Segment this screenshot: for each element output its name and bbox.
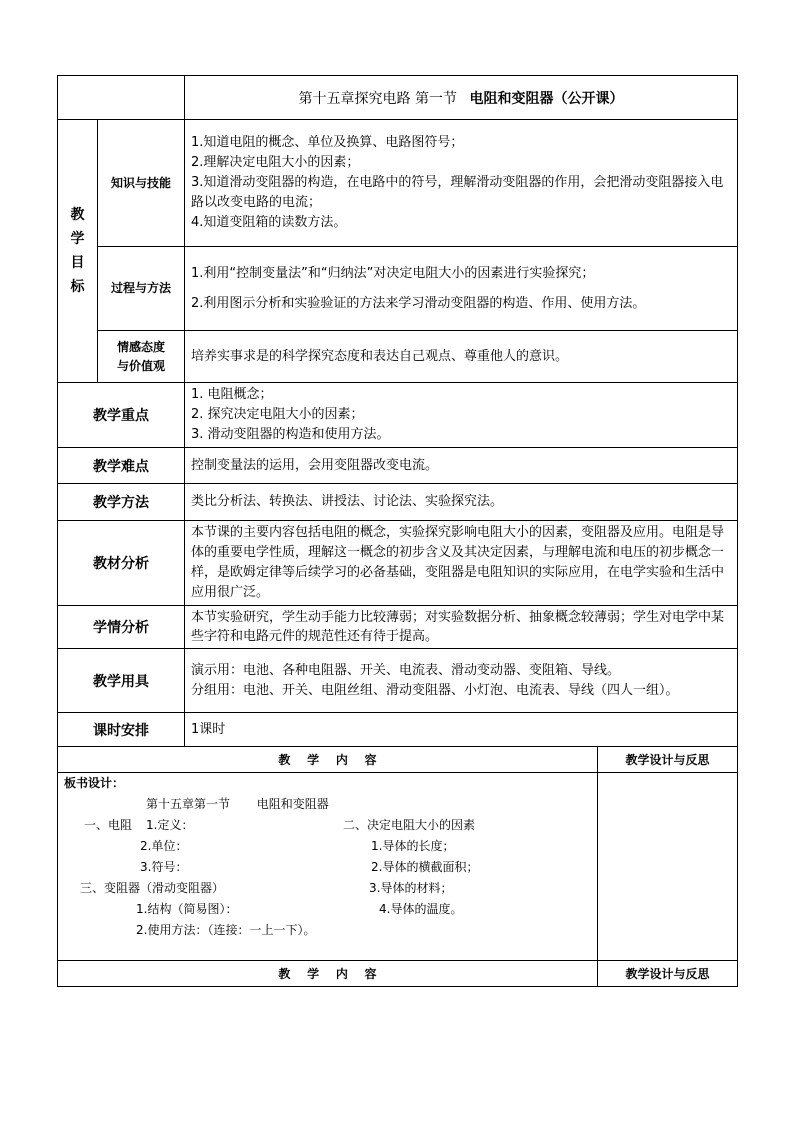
- board-part1-title: 一、电阻: [84, 818, 133, 832]
- content-header-2: 教 学 内 容: [58, 961, 598, 987]
- title-main: 电阻和变阻器（公开课）: [469, 90, 624, 107]
- board-reflection-cell: [598, 773, 738, 961]
- attitude-content: 培养实事求是的科学探究态度和表达自己观点、尊重他人的意识。: [185, 331, 738, 383]
- board-part1-item: 3.符号：: [140, 860, 188, 874]
- attitude-label: [98, 331, 185, 383]
- objectives-label-char: 学: [70, 231, 85, 247]
- tools-item: 分组用：电池、开关、电阻丝组、滑动变阻器、小灯泡、电流表、导线（四人一组）。: [191, 682, 679, 698]
- schedule-label: 课时安排: [58, 713, 185, 747]
- knowledge-item: 2.理解决定电阻大小的因素；: [191, 155, 360, 170]
- key-point-item: 2. 探究决定电阻大小的因素；: [191, 407, 364, 422]
- students-label: 学情分析: [58, 606, 185, 649]
- process-label-text: 过程与方法: [110, 281, 171, 295]
- material-label: 教材分析: [58, 521, 185, 606]
- objectives-label: [58, 120, 98, 383]
- process-item: 2.利用图示分析和实验验证的方法来学习滑动变阻器的构造、作用、使用方法。: [191, 295, 646, 311]
- board-design-cell: [58, 773, 598, 961]
- knowledge-item: 3.知道滑动变阻器的构造，在电路中的符号，理解滑动变阻器的作用，会把滑动变阻器接入电路以改变电路的电流；: [191, 175, 724, 210]
- title-empty-cell: [58, 76, 185, 120]
- board-part2-item: 4.导体的温度。: [379, 902, 463, 916]
- knowledge-content: [185, 120, 738, 247]
- board-part2-item: 2.导体的横截面积；: [371, 860, 479, 874]
- board-subtitle: 第十五章第一节 电阻和变阻器: [146, 797, 329, 811]
- students-content: 本节实验研究，学生动手能力比较薄弱；对实验数据分析、抽象概念较薄弱；学生对电学中某些字符和电路元件的规范性还有待于提高。: [185, 606, 738, 649]
- method-content: 类比分析法、转换法、讲授法、讨论法、实验探究法。: [185, 484, 738, 521]
- difficulty-content: 控制变量法的运用，会用变阻器改变电流。: [185, 448, 738, 484]
- lesson-title: [185, 76, 738, 120]
- board-part2-item: 1.导体的长度；: [371, 839, 455, 853]
- objectives-label-char: 教: [70, 207, 85, 223]
- method-label: 教学方法: [58, 484, 185, 521]
- board-part3-title: 三、变阻器（滑动变阻器）: [80, 881, 225, 895]
- attitude-label-line: 情感态度: [116, 339, 165, 354]
- reflection-header-2: 教学设计与反思: [598, 961, 738, 987]
- board-design: [58, 773, 597, 959]
- tools-content: [185, 649, 738, 713]
- schedule-content: 1课时: [185, 713, 738, 747]
- board-heading: 板书设计：: [64, 776, 125, 790]
- objectives-label-char: 目: [70, 255, 85, 271]
- content-header: 教 学 内 容: [58, 747, 598, 773]
- process-content: [185, 247, 738, 331]
- objectives-label-char: 标: [70, 279, 85, 295]
- board-part1-item: 1.定义：: [146, 818, 194, 832]
- key-point-item: 3. 滑动变阻器的构造和使用方法。: [191, 427, 390, 442]
- attitude-label-line: 与价值观: [116, 358, 165, 373]
- difficulty-label: 教学难点: [58, 448, 185, 484]
- process-item: 1.利用“控制变量法”和“归纳法”对决定电阻大小的因素进行实验探究；: [191, 265, 595, 281]
- tools-item: 演示用：电池、各种电阻器、开关、电流表、滑动变动器、变阻箱、导线。: [191, 662, 621, 678]
- reflection-header: 教学设计与反思: [598, 747, 738, 773]
- key-points-label: 教学重点: [58, 383, 185, 448]
- board-part2-item: 3.导体的材料；: [369, 881, 453, 895]
- material-content: 本节课的主要内容包括电阻的概念，实验探究影响电阻大小的因素，变阻器及应用。电阻是导体的重要电学性质，理解这一概念的初步含义及其决定因素，与理解电流和电压的初步概念一样，是欧姆定律等后续学习的必备基础，变阻器是电阻知识的实际应用，在电学实验和生活中应用很广泛。: [185, 521, 738, 606]
- process-label: [98, 247, 185, 331]
- knowledge-item: 1.知道电阻的概念、单位及换算、电路图符号；: [191, 135, 464, 150]
- key-point-item: 1. 电阻概念；: [191, 387, 273, 402]
- knowledge-label-text: 知识与技能: [110, 175, 171, 190]
- board-part3-item: 1.结构（简易图）：: [136, 902, 238, 916]
- knowledge-label: [98, 120, 185, 247]
- key-points-content: [185, 383, 738, 448]
- board-part2-title: 二、决定电阻大小的因素: [343, 818, 476, 832]
- tools-label: 教学用具: [58, 649, 185, 713]
- title-prefix: 第十五章探究电路 第一节: [298, 90, 457, 107]
- knowledge-item: 4.知道变阻箱的读数方法。: [191, 215, 347, 230]
- lesson-plan-table: [57, 75, 738, 987]
- board-part3-item: 2.使用方法：（连接：一上一下）。: [136, 923, 316, 937]
- board-part1-item: 2.单位：: [140, 839, 188, 853]
